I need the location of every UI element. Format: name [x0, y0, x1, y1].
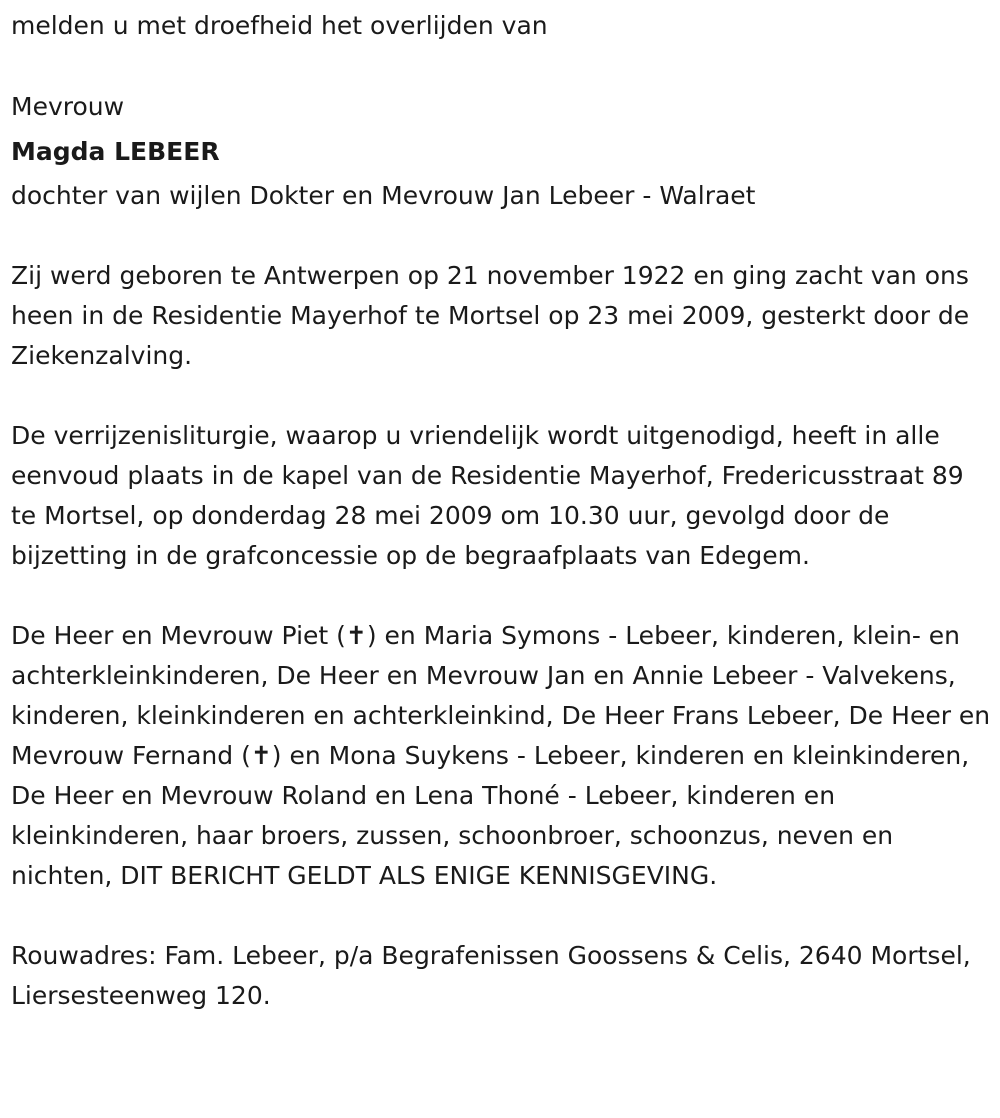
spacer	[11, 46, 996, 86]
deceased-name: Magda LEBEER	[11, 137, 220, 166]
obituary-document	[11, 6, 996, 1016]
spacer	[11, 376, 996, 416]
parents-line: dochter van wijlen Dokter en Mevrouw Jan Lebeer - Walraet	[11, 181, 756, 210]
spacer	[11, 216, 996, 256]
address-paragraph: Rouwadres: Fam. Lebeer, p/a Begrafenissen Goossens & Celis, 2640 Mortsel, Liersesteenweg 120.	[11, 941, 971, 1010]
deceased-title: Mevrouw	[11, 92, 125, 121]
liturgy-paragraph: De verrijzenisliturgie, waarop u vriendelijk wordt uitgenodigd, heeft in alle eenvoud plaats in de kapel van de Residentie Mayerhof, Fredericusstraat 89 te Mortsel, op donderdag 28 mei 2009 om 10.30 uur, gevolgd door de bijzetting in de grafconcessie op de begraafplaats van Edegem.	[11, 421, 964, 570]
intro-line: melden u met droefheid het overlijden van	[11, 11, 548, 40]
spacer	[11, 576, 996, 616]
family-paragraph: De Heer en Mevrouw Piet (✝) en Maria Symons - Lebeer, kinderen, klein- en achterkleinkinderen, De Heer en Mevrouw Jan en Annie Lebeer - Valvekens, kinderen, kleinkinderen en achterkleinkind, De Heer Frans Lebeer, De Heer en Mevrouw Fernand (✝) en Mona Suykens - Lebeer, kinderen en kleinkinderen, De Heer en Mevrouw Roland en Lena Thoné - Lebeer, kinderen en kleinkinderen, haar broers, zussen, schoonbroer, schoonzus, neven en nichten, DIT BERICHT GELDT ALS ENIGE KENNISGEVING.	[11, 621, 991, 890]
spacer	[11, 896, 996, 936]
birth-death-paragraph: Zij werd geboren te Antwerpen op 21 november 1922 en ging zacht van ons heen in de Residentie Mayerhof te Mortsel op 23 mei 2009, gesterkt door de Ziekenzalving.	[11, 261, 970, 370]
